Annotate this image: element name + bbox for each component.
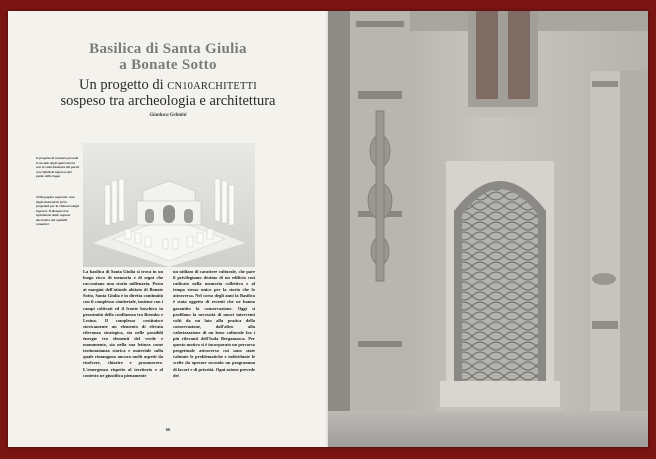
magazine-spread (8, 11, 648, 447)
basilica-doorway-image (328, 11, 648, 447)
page-number: 66 (165, 427, 171, 432)
body-column-2: un utilizzo di carattere culturale, che pare il privilegiamo destino di un edificio così radicato nella memoria collettiva e al tempo stesso unico per la storia che lo attraversa. Nel corso degli anni la Basilica è stata oggetto di recenti che ne hanno garantito la conservazione. Oggi si profilano la necessità di nuovi interventi volti da un lato alla pratica della conservazione, dall'altro alla valorizzazione di un bene culturale fra i più rilevanti dell'Isola Bergamasca. Per questo motivo si è incorporato un percorso progettuale attraverso cui sono state valutate le problematiche e individuate le scelte da operare secondo un programma di lavori e di priorità. Ogni azione prevede dei (173, 269, 255, 378)
model-photo (83, 143, 255, 267)
subtitle-prefix: Un progetto di (79, 77, 168, 93)
firm-name: CN10ARCHITETTI (167, 81, 257, 92)
right-page-photo (328, 11, 648, 447)
title-line-1: Basilica di Santa Giulia (89, 41, 247, 57)
title-line-2: a Bonate Sotto (119, 57, 217, 73)
subtitle-line-2: sospeso tra archeologia e architettura (60, 93, 276, 109)
left-page (8, 11, 328, 447)
architectural-model-image (83, 143, 255, 267)
photo-caption-2: Nella pagina seguente: una degli elementi in ferro progettati per la chiusura degli ingressi. Il disegno trae ispirazione dalle sagome decorative dei capitelli romanici. (36, 195, 80, 226)
article-subtitle (28, 78, 308, 109)
article-title (28, 41, 308, 73)
photo-caption-1: Il progetto di restauro prevede il riscatto degli spazi esterni con la valorizzazione dei pareti ora rifiniti di ingresso del punto delle logge. (36, 156, 80, 178)
author-byline: Gianluca Gelmini (149, 113, 187, 118)
body-column-1: La basilica di Santa Giulia si trova in un luogo ricco di memoria e di segni che raccontano una storia millenaria. Posta ai margini dell'attuale abitato di Bonate Sotto, Santa Giulia è in diretta continuità con il complesso cimiteriale, insieme con i campi coltivati ed il fronte boschivo in prossimità della confluenza tra Brembo e Lesina. Il complesso costituisce storicamente un elemento di elevata rilevanza strategica, sia nelle possibili énergie tra elementi del verde e monumento, sia nella sua lettura come testimonianza storica e materiale sulla quale rimangono ancora molti aspetti da risolvere, chiarire e promuovere. L'emergenza rispetto al territorio e al contesto ne giustifica pienamente (83, 269, 163, 378)
